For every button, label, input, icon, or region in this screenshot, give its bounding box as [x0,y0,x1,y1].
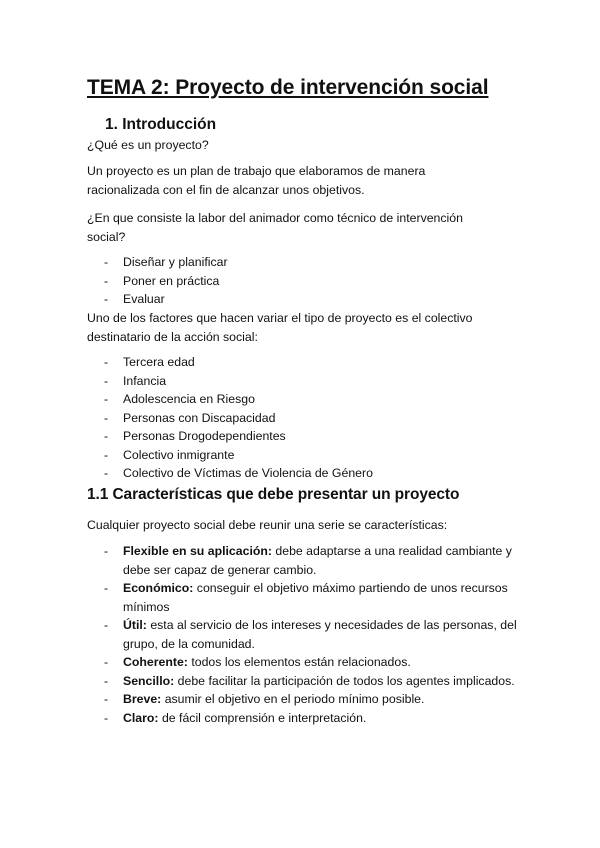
page-title: TEMA 2: Proyecto de intervención social [87,76,489,99]
list-item: - Infancia [87,372,517,391]
section-heading-introduccion: 1. Introducción [105,116,217,133]
dash-icon: - [104,710,109,725]
section-heading-caracteristicas: 1.1 Características que debe presentar un proyecto [87,486,460,503]
dash-icon: - [104,410,109,425]
list-item: - Tercera edad [87,353,517,372]
feature-term: Útil: [123,618,147,632]
list-item: - Colectivo de Víctimas de Violencia de Género [87,464,517,483]
dash-icon: - [104,392,109,406]
dash-icon: - [104,618,109,632]
features-list [87,542,527,727]
dash-icon: - [104,692,109,706]
paragraph-definicion: Un proyecto es un plan de trabajo que elaboramos de manera racionalizada con el fin de alcanzar unos objetivos. [87,164,426,197]
list-item: - Flexible en su aplicación: debe adaptarse a una realidad cambiante y debe ser capaz de generar cambio. [104,544,512,577]
feature-term: Flexible en su aplicación: [123,544,272,558]
list-item: - Coherente: todos los elementos están relacionados. [87,653,527,672]
list-item: - Económico: conseguir el objetivo máximo partiendo de unos recursos mínimos [104,581,508,614]
paragraph-caracteristicas-intro: Cualquier proyecto social debe reunir una serie se características: [87,518,448,532]
list-item: - Evaluar [87,290,517,309]
dash-icon: - [104,655,109,669]
list-item: - Personas Drogodependientes [87,427,517,446]
question-que-es-proyecto: ¿Qué es un proyecto? [87,138,209,152]
list-item: - Colectivo inmigrante [87,446,517,465]
dash-icon: - [104,581,109,595]
list-item: - Sencillo: debe facilitar la participación de todos los agentes implicados. [87,672,527,691]
list-item: - Poner en práctica [87,272,517,291]
dash-icon: - [104,466,109,480]
dash-icon: - [104,673,109,688]
paragraph-factores: Uno de los factores que hacen variar el tipo de proyecto es el colectivo destinatario de la acción social: [87,311,473,344]
dash-icon: - [104,373,109,388]
groups-list [87,353,517,483]
feature-term: Sencillo: [123,673,175,688]
list-item: - Diseñar y planificar [87,253,517,272]
dash-icon: - [104,544,109,558]
dash-icon: - [104,355,109,369]
dash-icon: - [104,255,109,269]
dash-icon: - [104,447,109,462]
list-item: - Adolescencia en Riesgo [87,390,517,409]
dash-icon: - [104,429,109,443]
feature-term: Coherente: [123,655,188,669]
feature-term: Breve: [123,692,162,706]
dash-icon: - [104,292,109,306]
feature-term: Claro: [123,710,159,725]
list-item: - Personas con Discapacidad [87,409,517,428]
tasks-list [87,253,517,309]
feature-term: Económico: [123,581,194,595]
question-labor-animador: ¿En que consiste la labor del animador como técnico de intervención social? [87,211,463,244]
list-item: - Claro: de fácil comprensión e interpretación. [87,709,527,728]
list-item: - Breve: asumir el objetivo en el periodo mínimo posible. [87,690,527,709]
list-item: - Útil: esta al servicio de los intereses y necesidades de las personas, del grupo, de la comunidad. [104,618,517,651]
dash-icon: - [104,273,109,288]
